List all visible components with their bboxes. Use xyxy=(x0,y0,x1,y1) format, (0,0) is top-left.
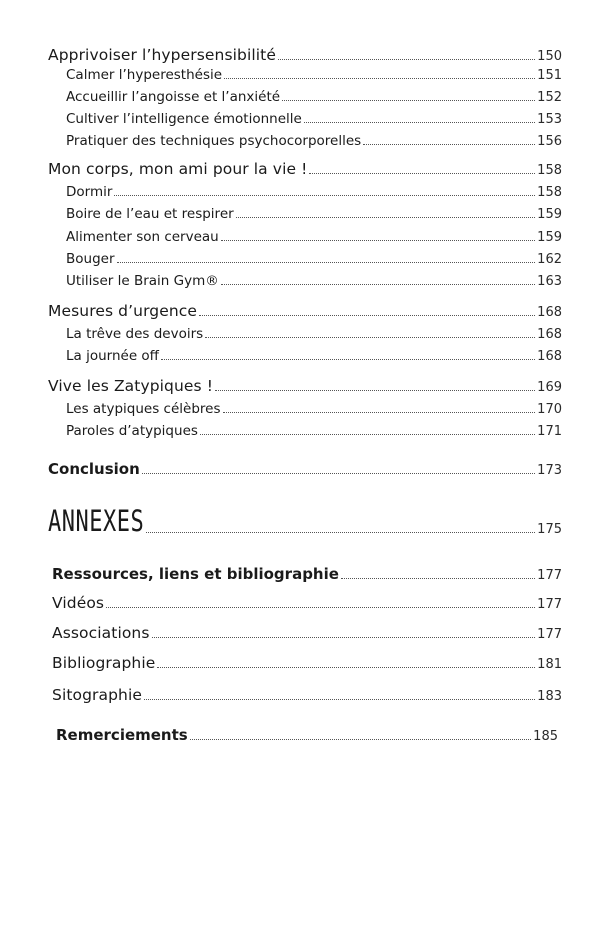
dot-leader xyxy=(282,100,535,101)
toc-subentry[interactable] xyxy=(66,273,562,289)
dot-leader xyxy=(199,315,535,316)
toc-page-number: 150 xyxy=(537,49,562,64)
toc-entry-title: Utiliser le Brain Gym® xyxy=(66,273,219,289)
toc-page-number: 177 xyxy=(537,568,562,583)
toc-annex-entry[interactable] xyxy=(52,565,562,583)
toc-subentry[interactable] xyxy=(66,401,562,417)
dot-leader xyxy=(117,262,536,263)
toc-subentry[interactable] xyxy=(66,89,562,105)
toc-entry-title: Paroles d’atypiques xyxy=(66,423,198,439)
toc-entry-title: Remerciements xyxy=(56,726,188,744)
toc-subentry[interactable] xyxy=(66,67,562,83)
toc-page-number: 168 xyxy=(537,305,562,320)
toc-subentry[interactable] xyxy=(66,229,562,245)
toc-page-number: 162 xyxy=(537,252,562,267)
toc-annex-entry[interactable] xyxy=(52,624,562,642)
toc-subentry[interactable] xyxy=(66,348,562,364)
toc-entry-title: Associations xyxy=(52,624,150,642)
toc-section[interactable] xyxy=(48,46,562,64)
toc-entry-title: Conclusion xyxy=(48,460,140,478)
toc-entry-title: La trêve des devoirs xyxy=(66,326,204,342)
toc-page-number: 183 xyxy=(537,689,562,704)
toc-subentry[interactable] xyxy=(66,251,562,267)
toc-entry-title: Vive les Zatypiques ! xyxy=(48,377,214,395)
toc-entry-title: Vidéos xyxy=(52,594,105,612)
dot-leader xyxy=(223,412,536,413)
toc-entry-title: La journée off xyxy=(66,348,159,364)
dot-leader xyxy=(146,532,535,533)
dot-leader xyxy=(221,240,535,241)
toc-subentry[interactable] xyxy=(66,206,562,222)
dot-leader xyxy=(142,473,535,474)
dot-leader xyxy=(224,78,535,79)
dot-leader xyxy=(157,667,535,668)
dot-leader xyxy=(205,337,535,338)
dot-leader xyxy=(190,739,531,740)
toc-page-number: 158 xyxy=(537,163,562,178)
toc-entry-title: Alimenter son cerveau xyxy=(66,229,219,245)
toc-entry-title: Dormir xyxy=(66,184,113,200)
toc-entry-title: Boire de l’eau et respirer xyxy=(66,206,234,222)
dot-leader xyxy=(152,637,536,638)
dot-leader xyxy=(309,173,535,174)
toc-page-number: 168 xyxy=(537,327,562,342)
toc-page-number: 173 xyxy=(537,463,562,478)
dot-leader xyxy=(278,59,535,60)
toc-annex-entry[interactable] xyxy=(52,654,562,672)
toc-entry-title: Sitographie xyxy=(52,686,143,704)
toc-entry-title: Les atypiques célèbres xyxy=(66,401,221,417)
dot-leader xyxy=(161,359,535,360)
toc-remerciements[interactable] xyxy=(56,726,558,744)
toc-page-number: 151 xyxy=(537,68,562,83)
toc-page-number: 185 xyxy=(533,729,558,744)
dot-leader xyxy=(341,578,535,579)
toc-page-number: 169 xyxy=(537,380,562,395)
toc-page-number: 153 xyxy=(537,112,562,127)
toc-subentry[interactable] xyxy=(66,111,562,127)
toc-entry-title: Accueillir l’angoisse et l’anxiété xyxy=(66,89,281,105)
toc-entry-title: Bouger xyxy=(66,251,115,267)
dot-leader xyxy=(236,217,536,218)
dot-leader xyxy=(114,195,535,196)
toc-entry-title: Apprivoiser l’hypersensibilité xyxy=(48,46,276,64)
toc-page-number: 158 xyxy=(537,185,562,200)
toc-page-number: 175 xyxy=(537,522,562,537)
toc-entry-title: Cultiver l’intelligence émotionnelle xyxy=(66,111,302,127)
toc-annexes-heading[interactable] xyxy=(48,505,562,539)
toc-section[interactable] xyxy=(48,160,562,178)
toc-page-number: 177 xyxy=(537,597,562,612)
dot-leader xyxy=(200,434,535,435)
toc-subentry[interactable] xyxy=(66,184,562,200)
toc-entry-title: Mon corps, mon ami pour la vie ! xyxy=(48,160,308,178)
toc-entry-title: Ressources, liens et bibliographie xyxy=(52,565,339,583)
toc-page-number: 171 xyxy=(537,424,562,439)
toc-subentry[interactable] xyxy=(66,423,562,439)
toc-page-number: 156 xyxy=(537,134,562,149)
dot-leader xyxy=(106,607,535,608)
toc-entry-title: Calmer l’hyperesthésie xyxy=(66,67,223,83)
toc-page-number: 170 xyxy=(537,402,562,417)
toc-annex-entry[interactable] xyxy=(52,686,562,704)
dot-leader xyxy=(304,122,535,123)
dot-leader xyxy=(221,284,535,285)
dot-leader xyxy=(144,699,535,700)
toc-entry-title: Pratiquer des techniques psychocorporelles xyxy=(66,133,362,149)
dot-leader xyxy=(215,390,535,391)
toc-entry-title: Mesures d’urgence xyxy=(48,302,198,320)
toc-annex-entry[interactable] xyxy=(52,594,562,612)
toc-page-number: 163 xyxy=(537,274,562,289)
dot-leader xyxy=(363,144,535,145)
toc-page-number: 168 xyxy=(537,349,562,364)
toc-conclusion[interactable] xyxy=(48,460,562,478)
toc-page-number: 159 xyxy=(537,230,562,245)
toc-page-number: 181 xyxy=(537,657,562,672)
toc-section[interactable] xyxy=(48,377,562,395)
toc-page-number: 152 xyxy=(537,90,562,105)
toc-page-number: 177 xyxy=(537,627,562,642)
toc-subentry[interactable] xyxy=(66,326,562,342)
toc-subentry[interactable] xyxy=(66,133,562,149)
toc-page-number: 159 xyxy=(537,207,562,222)
toc-entry-title: Bibliographie xyxy=(52,654,156,672)
toc-entry-title: ANNEXES xyxy=(48,505,145,539)
toc-section[interactable] xyxy=(48,302,562,320)
